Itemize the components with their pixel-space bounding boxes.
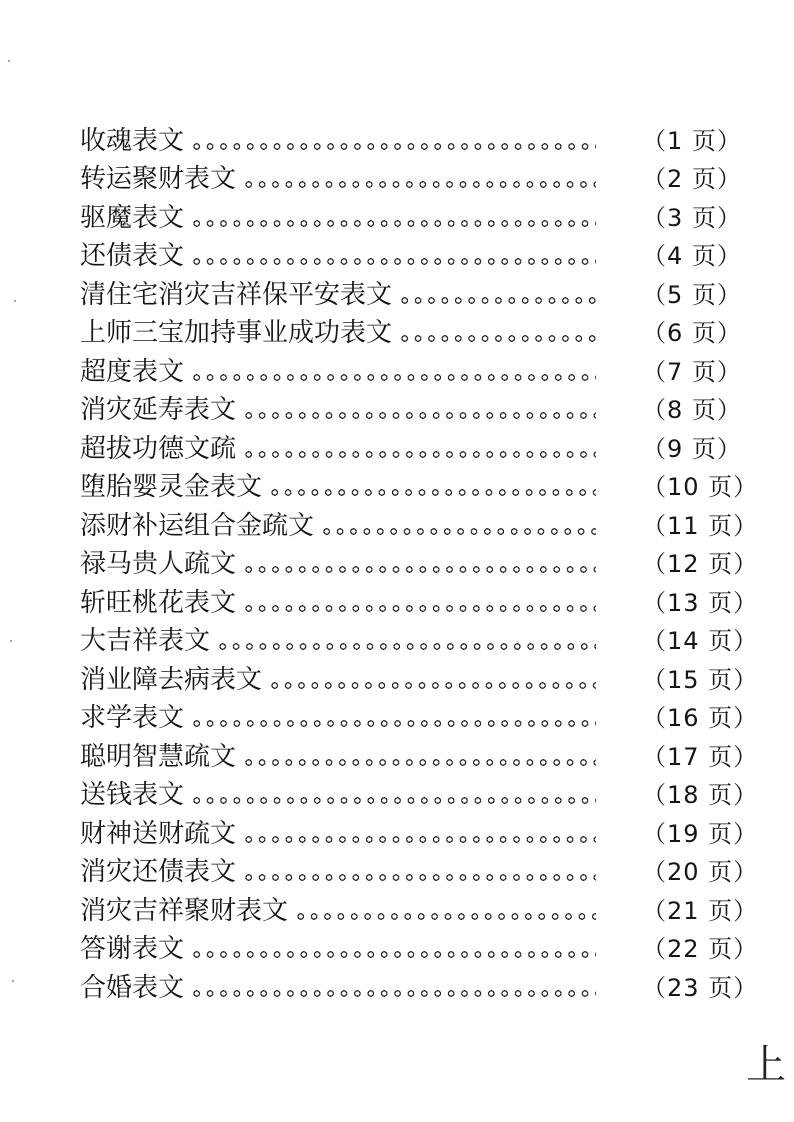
toc-entry-page: （5 页）: [642, 280, 742, 309]
toc-entry-title: 转运聚财表文: [80, 164, 237, 194]
dot-leader: [242, 835, 596, 844]
toc-entry-page: （20 页）: [642, 858, 759, 886]
dot-leader: [398, 334, 596, 343]
dot-leader: [398, 296, 596, 305]
dot-leader: [190, 950, 596, 959]
toc-entry-page: （12 页）: [642, 550, 759, 578]
dot-leader: [190, 373, 596, 382]
toc-entry: [80, 814, 759, 853]
toc-entry: [80, 314, 750, 353]
dot-leader: [190, 719, 596, 728]
toc-entry-page: （1 页）: [642, 126, 742, 155]
toc-entry: [80, 583, 759, 622]
toc-entry-page: （8 页）: [642, 396, 742, 424]
toc-entry-page: （22 页）: [642, 935, 759, 963]
toc-entry: [80, 121, 750, 160]
toc-entry: [80, 429, 750, 468]
toc-entry-page: （19 页）: [642, 819, 759, 848]
toc-entry-title: 还债表文: [80, 241, 185, 271]
toc-entry-title: 清住宅消灾吉祥保平安表文: [80, 279, 393, 310]
toc-entry-page: （16 页）: [642, 704, 759, 732]
toc-entry: [80, 891, 759, 930]
toc-entry-title: 答谢表文: [80, 934, 185, 964]
toc-entry-title: 消灾还债表文: [80, 857, 237, 887]
toc-entry-page: （9 页）: [642, 434, 742, 463]
toc-entry: [80, 198, 750, 237]
dot-leader: [190, 219, 596, 228]
toc-entry-page: （2 页）: [642, 165, 742, 193]
toc-entry-page: （14 页）: [642, 627, 759, 655]
toc-entry: [80, 506, 759, 545]
toc-entry: [80, 853, 759, 892]
toc-entry: [80, 699, 759, 738]
toc-entry-title: 超拔功德文疏: [80, 433, 237, 464]
toc-entry-title: 超度表文: [80, 356, 185, 387]
toc-entry-title: 送钱表文: [80, 780, 185, 810]
toc-entry-title: 上师三宝加持事业成功表文: [80, 318, 393, 348]
toc-entry-title: 消业障去病表文: [80, 664, 263, 695]
toc-entry-page: （15 页）: [642, 665, 759, 694]
toc-entry: [80, 237, 750, 276]
dot-leader: [268, 488, 596, 497]
dot-leader: [242, 450, 596, 459]
toc-entry: [80, 737, 759, 776]
toc-entry-page: （21 页）: [642, 896, 759, 925]
toc-entry: [80, 468, 759, 507]
scan-speck: [14, 300, 16, 302]
toc-entry-page: （3 页）: [642, 203, 742, 232]
toc-entry-page: （18 页）: [642, 781, 759, 809]
dot-leader: [242, 565, 596, 574]
toc-entry-title: 聪明智慧疏文: [80, 741, 237, 772]
toc-entry: [80, 275, 750, 314]
toc-entry: [80, 622, 759, 661]
toc-entry: [80, 160, 750, 199]
toc-entry-page: （11 页）: [642, 511, 759, 540]
toc-entry-title: 堕胎婴灵金表文: [80, 472, 263, 502]
dot-leader: [216, 642, 596, 651]
scan-speck: [12, 980, 14, 982]
toc-entry-page: （10 页）: [642, 473, 759, 501]
toc-entry-title: 收魂表文: [80, 125, 185, 156]
toc-entry-title: 禄马贵人疏文: [80, 549, 237, 579]
dot-leader: [190, 989, 596, 998]
toc-entry-title: 合婚表文: [80, 972, 185, 1003]
toc-entry-title: 财神送财疏文: [80, 818, 237, 849]
toc-entry-page: （4 页）: [642, 242, 742, 270]
toc-entry-page: （6 页）: [642, 319, 742, 347]
toc-entry: [80, 660, 759, 699]
toc-entry: [80, 930, 759, 969]
toc-entry-title: 求学表文: [80, 703, 185, 733]
toc-entry-page: （13 页）: [642, 588, 759, 617]
dot-leader: [242, 873, 596, 882]
dot-leader: [190, 142, 596, 151]
toc-entry: [80, 776, 759, 815]
toc-entry-page: （7 页）: [642, 357, 742, 386]
dot-leader: [190, 257, 596, 266]
toc-entry: [80, 545, 759, 584]
toc-entry: [80, 391, 750, 430]
toc-entry-title: 消灾延寿表文: [80, 395, 237, 425]
dot-leader: [268, 681, 596, 690]
dot-leader: [242, 411, 596, 420]
toc-entry-title: 添财补运组合金疏文: [80, 510, 315, 541]
scan-speck: [8, 60, 10, 62]
toc-entry-page: （23 页）: [642, 973, 759, 1002]
toc-entry-title: 驱魔表文: [80, 202, 185, 233]
toc-entry-title: 大吉祥表文: [80, 626, 211, 656]
dot-leader: [242, 758, 596, 767]
dot-leader: [294, 912, 596, 921]
dot-leader: [242, 180, 596, 189]
toc-entry-title: 消灾吉祥聚财表文: [80, 895, 289, 926]
toc-entry-page: （17 页）: [642, 742, 759, 771]
scan-speck: [10, 640, 12, 642]
page-corner-mark: 上: [746, 1042, 786, 1088]
toc-entry-title: 斩旺桃花表文: [80, 587, 237, 618]
dot-leader: [190, 796, 596, 805]
table-of-contents: [80, 121, 759, 1007]
dot-leader: [320, 527, 596, 536]
dot-leader: [242, 604, 596, 613]
toc-entry: [80, 352, 750, 391]
toc-entry: [80, 968, 759, 1007]
